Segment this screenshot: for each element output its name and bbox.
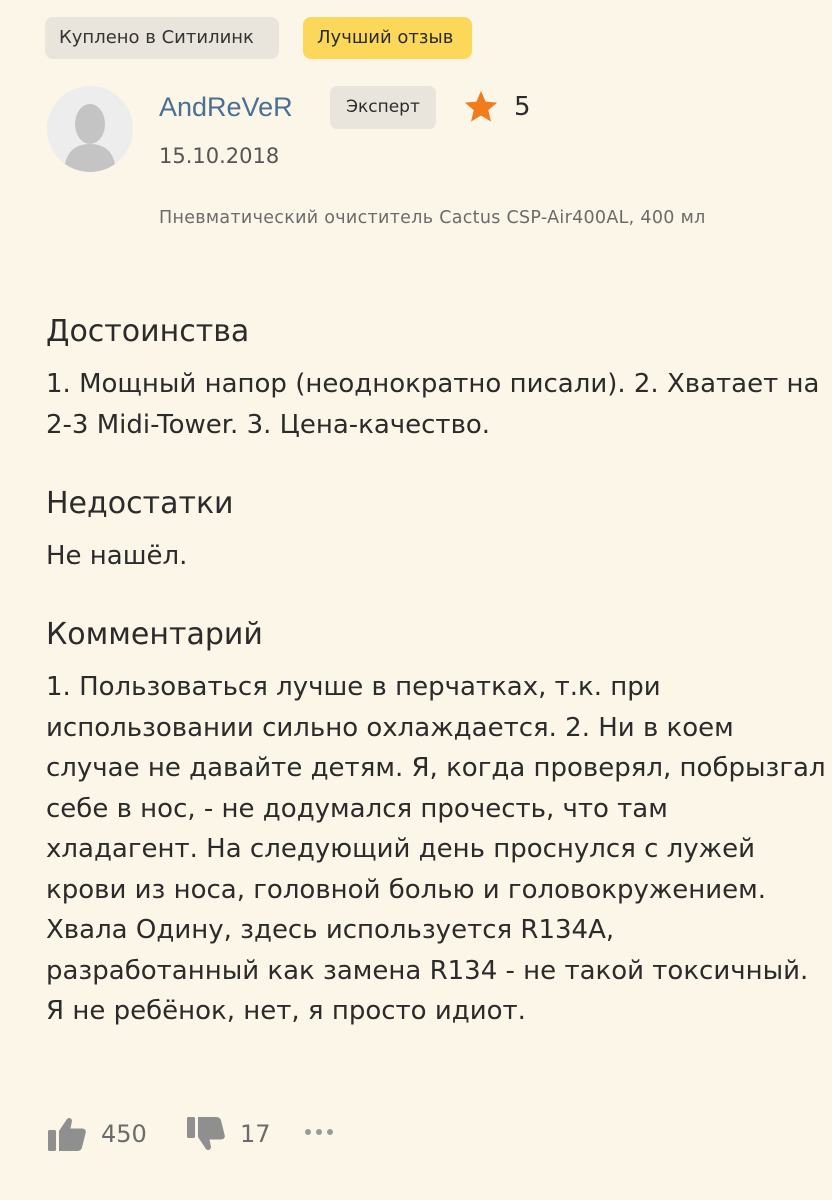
pros-heading: Достоинства <box>46 314 250 349</box>
pros-text: 1. Мощный напор (неоднократно писали). 2. Хватает на 2-3 Midi-Tower. 3. Цена-качество. <box>46 369 820 440</box>
like-button[interactable] <box>47 1110 147 1158</box>
dislike-button[interactable] <box>186 1110 271 1158</box>
expert-badge: Эксперт <box>330 86 436 129</box>
thumbs-down-icon <box>186 1116 226 1152</box>
dislike-count: 17 <box>240 1120 271 1148</box>
product-name: Пневматический очиститель Cactus CSP-Air400AL, 400 мл <box>159 208 706 228</box>
bought-badge: Куплено в Ситилинк <box>45 17 279 59</box>
cons-heading: Недостатки <box>46 486 234 521</box>
more-dots-icon[interactable] <box>302 1126 336 1138</box>
rating-value: 5 <box>514 92 531 122</box>
comment-heading: Комментарий <box>46 617 263 652</box>
best-review-badge: Лучший отзыв <box>303 17 472 59</box>
like-count: 450 <box>101 1120 147 1148</box>
cons-text: Не нашёл. <box>46 541 188 571</box>
user-silhouette-icon <box>47 86 133 172</box>
review-date: 15.10.2018 <box>159 144 280 168</box>
star-icon <box>462 88 500 126</box>
comment-text: 1. Пользоваться лучше в перчатках, т.к. при использовании сильно охлаждается. 2. Ни в коем случае не давайте детям. Я, когда проверял, побрызгал себе в нос, - не додумался прочесть, что там хладагент. На следующий день проснулся с лужей крови из носа, головной болью и головокружением. Хвала Одину, здесь используется R134A, разработанный как замена R134 - не такой токсичный. Я не ребёнок, нет, я просто идиот. <box>46 672 826 1026</box>
avatar[interactable] <box>47 86 133 172</box>
author-name-link[interactable]: AndReVeR <box>159 92 293 122</box>
thumbs-up-icon <box>47 1116 87 1152</box>
